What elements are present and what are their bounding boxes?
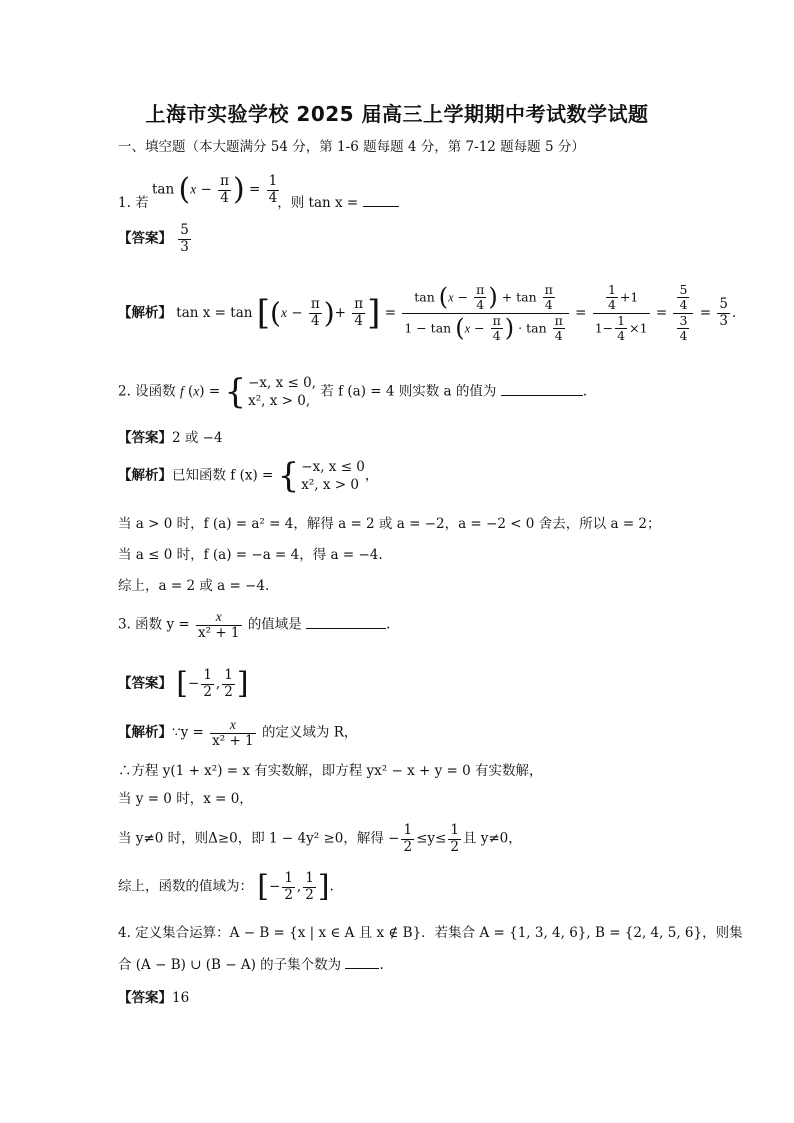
section-heading: 一、填空题（本大题满分 54 分，第 1-6 题每题 4 分，第 7-12 题每题 5 分）	[118, 139, 585, 155]
q1-answer-blank	[363, 206, 399, 207]
q1-question: 1. 若 ，则 tan x =	[118, 195, 399, 211]
q2-answer-blank	[501, 395, 583, 396]
q2-answer: 【答案】2 或 −4	[118, 430, 223, 446]
q2-analysis-line2: 当 a ≤ 0 时，f (a) = −a = 4，得 a = −4.	[118, 547, 383, 563]
q1-condition: tan (x − $\frac{\pi}{4}$ ) = $\frac{1}{4}$	[152, 172, 278, 207]
q1-analysis: 【解析】 tan x = tan [(x − $\frac{\pi}{4}$ )+ $\frac{\pi}{4}$ ] = tan (x − $\frac{\pi}{4}$ ) + tan $\frac{\pi}{4}$ 1 − tan (x − $\frac{\pi}{4}$ ) · tan $\frac{\pi}{4}$ = $\frac{1}{4}$ +1 1− $\frac{1}{4}$ ×1 = $\frac{\frac{5}{4}}{\frac{3}{4}}$ = $\frac{5}{3}$ .	[118, 282, 737, 344]
q3-analysis-line4: 综上，函数的值域为： [− $\frac{1}{2}$ , $\frac{1}{2}$ ].	[118, 869, 334, 904]
q3-answer: 【答案】 [− $\frac{1}{2}$ , $\frac{1}{2}$ ]	[118, 666, 249, 701]
q4-answer-blank	[345, 968, 379, 969]
q1-answer: 【答案】 $\frac{5}{3}$	[118, 222, 189, 255]
q2-analysis: 【解析】已知函数 f (x) = { −x, x ≤ 0 x², x > 0 ，	[118, 456, 379, 497]
q3-analysis: 【解析】∵y = $\frac{x}{\text{x² + 1}}$ 的定义域为 R，	[118, 717, 358, 749]
q3-analysis-line1: ∴方程 y(1 + x²) = x 有实数解，即方程 yx² − x + y = 0 有实数解，	[118, 763, 543, 779]
q2-analysis-line1: 当 a > 0 时，f (a) = a² = 4，解得 a = 2 或 a = −2，a = −2 < 0 舍去，所以 a = 2；	[118, 516, 661, 532]
q4-answer: 【答案】16	[118, 990, 190, 1006]
q2-analysis-line3: 综上，a = 2 或 a = −4.	[118, 578, 270, 594]
q2-question: 2. 设函数 f (x) = { −x, x ≤ 0, x², x > 0, 若 f (a) = 4 则实数 a 的值为 .	[118, 372, 587, 413]
q3-analysis-line2: 当 y = 0 时，x = 0，	[118, 791, 253, 807]
page-title: 上海市实验学校 2025 届高三上学期期中考试数学试题	[145, 102, 649, 126]
q3-analysis-line3: 当 y≠0 时，则Δ≥0，即 1 − 4y² ≥0，解得 − $\frac{1}{2}$ ≤y≤ $\frac{1}{2}$ 且 y≠0，	[118, 822, 522, 855]
q3-question: 3. 函数 y = $\frac{x}{\text{x² + 1}}$ 的值域是 .	[118, 609, 391, 641]
q4-question-line1: 4. 定义集合运算：A − B = {x | x ∈ A 且 x ∉ B}．若集合 A = {1, 3, 4, 6}, B = {2, 4, 5, 6}，则集	[118, 925, 743, 941]
q4-question-line2: 合 (A − B) ∪ (B − A) 的子集个数为 .	[118, 957, 384, 973]
q3-answer-blank	[306, 628, 386, 629]
